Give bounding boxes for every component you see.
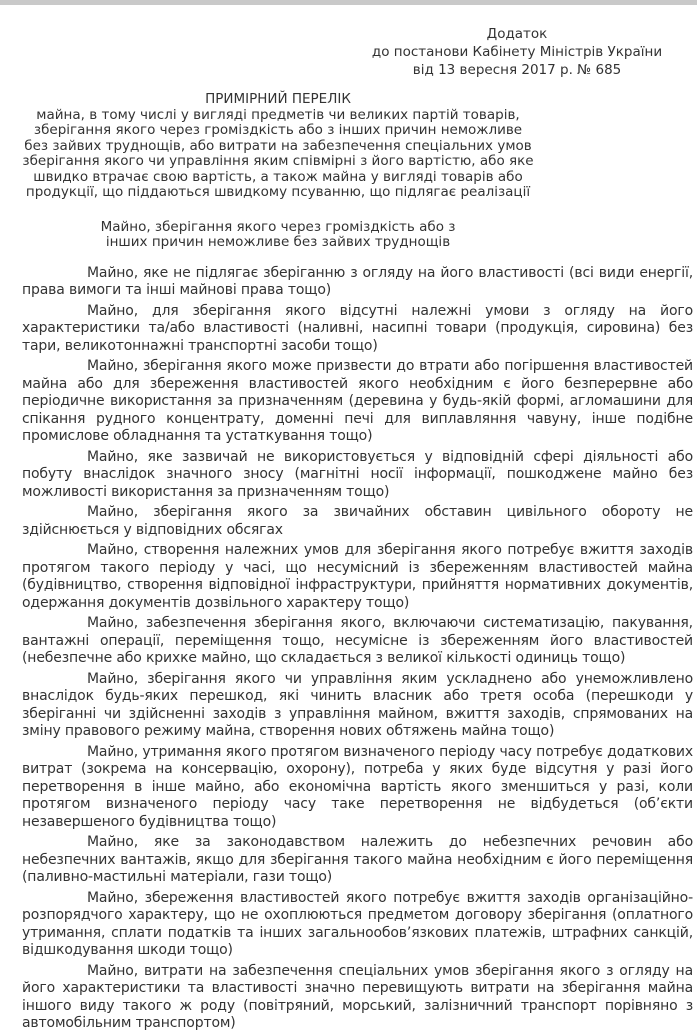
body-paragraph: Майно, витрати на забезпечення спеціальних умов зберігання якого з огляду на його характеристики та властивості значно перевищують витрати на зберігання майна іншого виду такого ж роду (повітряний, морський, залізничний транспорт порівняно з автомобільним транспортом): [22, 962, 693, 1031]
document-subtitle-line: без зайвих труднощів, або витрати на забезпечення спеціальних умов: [24, 137, 532, 154]
document-subtitle-line: майна, в тому числі у вигляді предметів чи великих партій товарів,: [36, 106, 520, 123]
body-paragraph: Майно, зберігання якого може призвести до втрати або погіршення властивостей майна або для збереження властивостей якого необхідним є його безперервне або періодичне використання за призначенням (деревина у будь-якій формі, агломашини для спікання рудного концентрату, доменні печі для виплавляння чавуну, інше подібне промислове обладнання та устаткування тощо): [22, 358, 693, 444]
document-subtitle: [22, 108, 534, 201]
body-paragraph: Майно, для зберігання якого відсутні належні умови з огляду на його характеристики та/або властивості (наливні, насипні товари (продукція, сировина) без тари, великотоннажні транспортні засоби тощо): [22, 302, 693, 354]
document-title: ПРИМІРНИЙ ПЕРЕЛІК: [205, 91, 351, 107]
section-heading-line: Майно, зберігання якого через громіздкість або з: [100, 218, 456, 235]
body-paragraph: Майно, яке за законодавством належить до небезпечних речовин або небезпечних вантажів, якщо для зберігання такого майна необхідним є його переміщення (паливно-мастильні матеріали, гази тощо): [22, 834, 693, 885]
annex-header-line: до постанови Кабінету Міністрів України: [371, 44, 663, 60]
document-title-block: [22, 92, 534, 201]
body-paragraph: Майно, утримання якого протягом визначеного періоду часу потребує додаткових витрат (зокрема на консервацію, охорону), потреба у яких буде відсутня у разі його перетворення в інше майно, або економічна вартість якого зменшиться у разі, коли протягом визначеного періоду часу таке перетворення не відбудеться (об’єкти незавершеного будівництва тощо): [22, 743, 693, 830]
body-paragraph: Майно, забезпечення зберігання якого, включаючи систематизацію, пакування, вантажні операції, переміщення тощо, несумісне із збереженням його властивостей (небезпечне або крихке майно, що складається з великої кількості одиниць тощо): [22, 615, 693, 666]
document-subtitle-line: швидко втрачає свою вартість, а також майна у вигляді товарів або: [33, 168, 523, 185]
body-paragraph: Майно, яке зазвичай не використовується у відповідній сфері діяльності або побуту внаслідок значного зносу (магнітні носії інформації, пошкоджене майно без можливості використання за призначенням тощо): [22, 448, 693, 500]
annex-header-line: від 13 вересня 2017 р. № 685: [412, 62, 622, 78]
body-paragraph: Майно, збереження властивостей якого потребує вжиття заходів організаційно-розпорядчого характеру, що не охоплюються предметом договору зберігання (оплатного утримання, сплати податків та інших загальнообов’язкових платежів, штрафних санкцій, відшкодування шкоди тощо): [22, 889, 693, 958]
section-heading-line: інших причин неможливе без зайвих труднощів: [105, 234, 451, 250]
body-paragraph: Майно, зберігання якого за звичайних обставин цивільного обороту не здійснюється у відповідних обсягах: [22, 504, 693, 538]
document-subtitle-line: зберігання якого через громіздкість або з інших причин неможливе: [33, 122, 523, 138]
annex-header: [352, 25, 682, 79]
body-paragraph: Майно, яке не підлягає зберіганню з огляду на його властивості (всі види енергії, права вимоги та інші майнові права тощо): [22, 264, 693, 298]
document-page: [0, 5, 697, 1033]
body-paragraph: Майно, створення належних умов для зберігання якого потребує вжиття заходів протягом такого періоду у часі, що несумісний із збереженням властивостей майна (будівництво, створення відповідної інфраструктури, прийняття нормативних документів, одержання документів дозвільного характеру тощо): [22, 542, 693, 611]
annex-header-line: Додаток: [486, 26, 548, 42]
document-body: [0, 265, 697, 1033]
document-subtitle-line: продукції, що піддаються швидкому псуванню, що підлягає реалізації: [25, 184, 531, 200]
body-paragraph: Майно, зберігання якого чи управління яким ускладнено або унеможливлено внаслідок будь-яких перешкод, які чинить власник або третя особа (перешкоди у зберіганні чи здійсненні заходів з управління майном, вжиття заходів, спрямованих на зміну правового режиму майна, створення нових обтяжень майна тощо): [22, 670, 693, 739]
section-heading: [22, 220, 534, 251]
document-subtitle-line: зберігання якого чи управління яким співмірні з його вартістю, або яке: [22, 153, 534, 169]
